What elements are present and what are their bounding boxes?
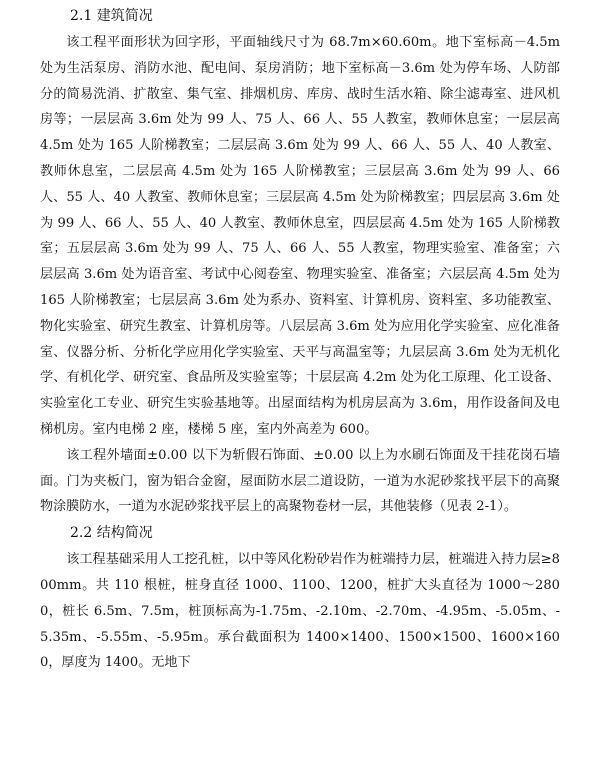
section-heading-structure: 2.2 结构简况 (70, 525, 153, 542)
paragraph-architecture-layout: 该工程平面形状为回字形，平面轴线尺寸为 68.7m×60.60m。地下室标高－4.5m 处为生活泵房、消防水池、配电间、泵房消防；地下室标高－3.6m 处为停车场、人防部分的简易洗消、扩散室、集气室、排烟机房、库房、战时生活水箱、除尘滤毒室、进风机房等；一层层高 3.6m 处为 99 人、75 人、66 人、55 人教室，教师休息室；一层层高 4.5m 处为 165 人阶梯教室；二层层高 3.6m 处为 99 人、66 人、55 人、40 人教室、教师休息室，二层层高 4.5m 处为 165 人阶梯教室；三层层高 3.6m 处为 99 人、66 人、55 人、40 人教室、教师休息室；三层层高 4.5m 处为阶梯教室；四层层高 3.6m 处为 99 人、66 人、55 人、40 人教室、教师休息室，四层层高 4.5m 处为 165 人阶梯教室；五层层高 3.6m 处为 99 人、75 人、66 人、55 人教室，物理实验室、准备室；六层层高 3.6m 处为语音室、考试中心阅卷室、物理实验室、准备室；六层层高 4.5m 处为 165 人阶梯教室；七层层高 3.6m 处为系办、资料室、计算机房、资料室、多功能教室、物化实验室、研究生教室、计算机房等。八层层高 3.6m 处为应用化学实验室、应化准备室、仪器分析、分析化学应用化学实验室、天平与高温室等；九层层高 3.6m 处为无机化学、有机化学、研究室、食品所及实验室等；十层层高 4.2m 处为化工原理、化工设备、实验室化工专业、研究生实验基地等。出屋面结构为机房层高为 3.6m，用作设备间及电梯机房。室内电梯 2 座，楼梯 5 座，室内外高差为 600。 (40, 35, 560, 437)
section-heading-architecture: 2.1 建筑简况 (70, 8, 153, 24)
document-page (40, 6, 560, 676)
paragraph-structure-foundation: 该工程基础采用人工挖孔桩，以中等风化粉砂岩作为桩端持力层，桩端进入持力层≥800mm。共 110 根桩，桩身直径 1000、1100、1200，桩扩大头直径为 1000～2800，桩长 6.5m、7.5m，桩顶标高为-1.75m、-2.10m、-2.70m、-4.95m、-5.05m、-5.35m、-5.55m、-5.95m。承台截面积为 1400×1400、1500×1500、1600×1600，厚度为 1400。无地下 (40, 552, 560, 671)
paragraph-architecture-finishes: 该工程外墙面±0.00 以下为斩假石饰面、±0.00 以上为水刷石饰面及干挂花岗石墙面。门为夹板门，窗为铝合金窗，屋面防水层二道设防，一道为水泥砂浆找平层下的高聚物涂膜防水，一道为水泥砂浆找平层上的高聚物卷材一层，其他装修（见表 2-1）。 (40, 447, 560, 515)
